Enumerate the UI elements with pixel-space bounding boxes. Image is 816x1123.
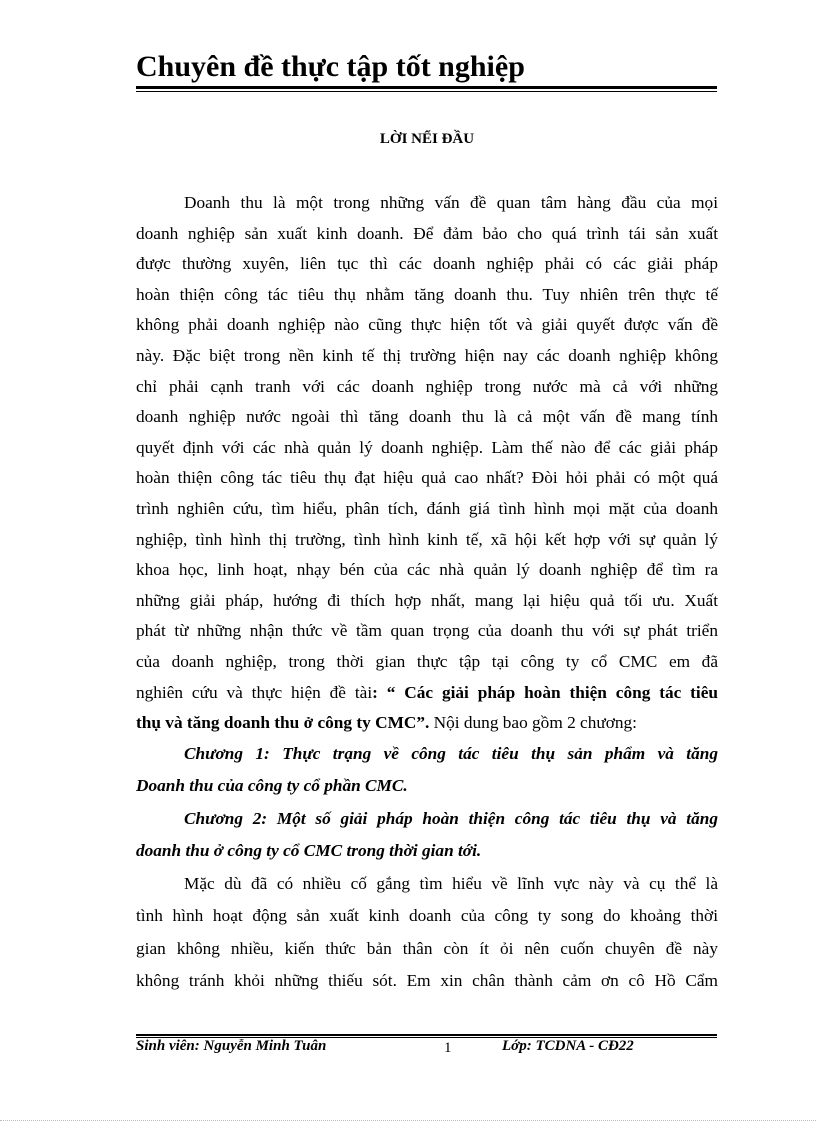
text-segment: khoa học, linh hoạt, nhạy bén của các nhà quản lý doanh nghiệp để tìm ra xyxy=(136,560,718,580)
text-line xyxy=(136,251,718,282)
text-segment: trình nghiên cứu, tìm hiểu, phân tích, đánh giá tình hình mọi mặt của doanh xyxy=(136,498,718,518)
text-line xyxy=(136,312,718,343)
text-segment: quyết định với các nhà quản lý doanh nghiệp. Làm thế nào để các giải pháp xyxy=(136,437,718,457)
text-line xyxy=(136,496,718,527)
text-line xyxy=(136,871,718,904)
text-segment: doanh nghiệp sản xuất kinh doanh. Để đảm bảo cho quá trình tái sản xuất xyxy=(136,223,718,243)
text-segment: Doanh thu là một trong những vấn đề quan tâm hàng đầu của mọi xyxy=(184,193,718,212)
text-segment: Chương 2: Một số giải pháp hoàn thiện công tác tiêu thụ và tăng xyxy=(184,808,718,828)
text-segment: những giải pháp, hướng đi thích hợp nhất, mang lại hiệu quả tối ưu. Xuất xyxy=(136,590,718,610)
section-heading: LỜI NỂI ĐẦU xyxy=(379,131,475,147)
footer-class: Lớp: TCDNA - CĐ22 xyxy=(502,1038,634,1054)
text-line xyxy=(136,680,718,711)
text-segment: Doanh thu của công ty cổ phần CMC. xyxy=(136,776,408,796)
text-line xyxy=(136,968,718,1001)
text-line xyxy=(136,527,718,558)
text-segment: nghiệp, tình hình thị trường, tình hình kinh tế, xã hội kết hợp với sự quản lý xyxy=(136,529,718,549)
text-line xyxy=(136,343,718,374)
text-line xyxy=(136,773,718,806)
text-segment: của doanh nghiệp, trong thời gian thực tập tại công ty cổ CMC em đã xyxy=(136,651,718,671)
text-line xyxy=(136,282,718,313)
text-line xyxy=(136,903,718,936)
text-segment: Nội dung bao gồm 2 chương: xyxy=(429,713,637,733)
text-segment: thụ và tăng doanh thu ở công ty CMC”. xyxy=(136,713,430,733)
text-line xyxy=(136,190,718,221)
text-line xyxy=(136,618,718,649)
text-segment: doanh nghiệp nước ngoài thì tăng doanh thu là cả một vấn đề mang tính xyxy=(136,407,718,427)
footer-student: Sinh viên: Nguyễn Minh Tuân xyxy=(136,1038,327,1054)
text-line xyxy=(136,936,718,969)
text-line xyxy=(136,465,718,496)
text-line xyxy=(136,435,718,466)
text-line xyxy=(136,710,718,741)
text-segment: tình hình hoạt động sản xuất kinh doanh của công ty song do khoảng thời xyxy=(136,906,718,926)
text-line xyxy=(136,649,718,680)
text-segment: gian không nhiều, kiến thức bản thân còn ít ỏi nên cuốn chuyên đề này xyxy=(136,938,718,958)
text-segment: không phải doanh nghiệp nào cũng thực hiện tốt và giải quyết được vấn đề xyxy=(136,315,718,335)
text-line xyxy=(136,588,718,619)
header-double-rule xyxy=(136,86,717,92)
text-segment: hoàn thiện công tác tiêu thụ nhằm tăng doanh thu. Tuy nhiên trên thực tế xyxy=(136,284,718,304)
text-line xyxy=(136,741,718,774)
text-line xyxy=(136,221,718,252)
text-segment: : “ Các giải pháp hoàn thiện công tác tiêu xyxy=(372,682,719,702)
document-header-title: Chuyên đề thực tập tốt nghiệp xyxy=(136,50,525,83)
text-segment: phát từ những nhận thức về tầm quan trọng của doanh thu với sự phát triển xyxy=(136,621,718,641)
text-line xyxy=(136,557,718,588)
text-segment: được thường xuyên, liên tục thì các doanh nghiệp phải có các giải pháp xyxy=(136,254,718,274)
page-boundary xyxy=(0,1120,816,1121)
text-segment: doanh thu ở công ty cổ CMC trong thời gian tới. xyxy=(136,841,482,861)
text-segment: Chương 1: Thực trạng về công tác tiêu thụ sản phẩm và tăng xyxy=(184,743,718,763)
text-line xyxy=(136,806,718,839)
text-segment: hoàn thiện công tác tiêu thụ đạt hiệu quả cao nhất? Đòi hỏi phải có một quá xyxy=(136,468,718,488)
text-line xyxy=(136,838,718,871)
text-segment: nghiên cứu và thực hiện đề tài xyxy=(136,682,373,702)
text-segment: này. Đặc biệt trong nền kinh tế thị trường hiện nay các doanh nghiệp không xyxy=(136,345,718,365)
text-segment: không tránh khỏi những thiếu sót. Em xin chân thành cảm ơn cô Hồ Cẩm xyxy=(136,971,718,991)
text-line xyxy=(136,404,718,435)
text-segment: Mặc dù đã có nhiều cố gắng tìm hiểu về lĩnh vực này và cụ thể là xyxy=(184,873,718,893)
body-text xyxy=(136,190,718,1001)
page-number: 1 xyxy=(444,1040,452,1056)
text-segment: chỉ phải cạnh tranh với các doanh nghiệp trong nước mà cả với những xyxy=(136,376,718,396)
text-line xyxy=(136,374,718,405)
